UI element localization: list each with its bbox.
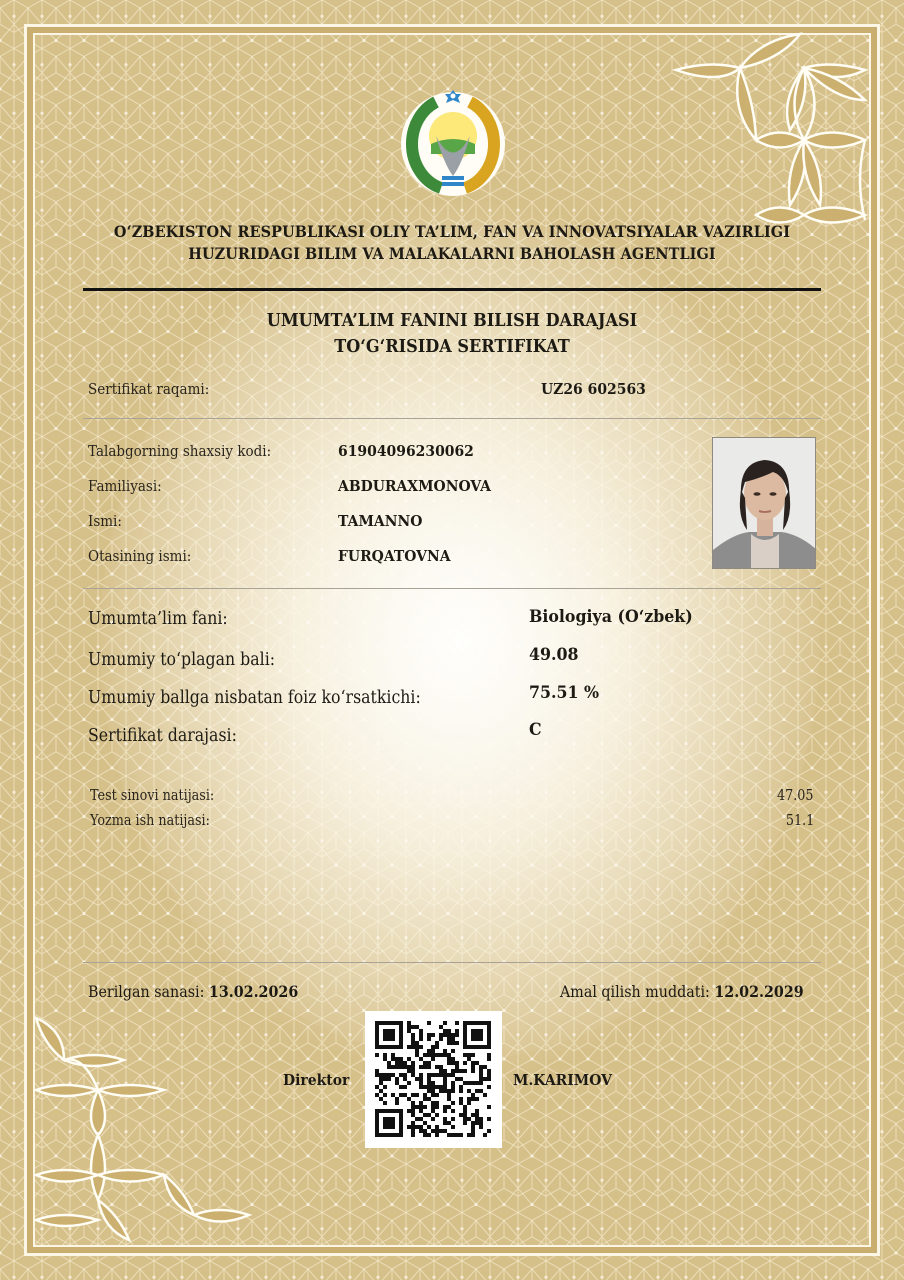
certificate-title-line-1: UMUMTA’LIM FANINI BILISH DARAJASI <box>266 311 638 331</box>
test-result-label: Test sinovi natijasi: <box>90 788 215 804</box>
org-line-2: HUZURIDAGI BILIM VA MALAKALARNI BAHOLASH AGENTLIGI <box>188 244 716 263</box>
test-result-value: 47.05 <box>777 788 814 804</box>
personal-code-value: 61904096230062 <box>338 442 474 460</box>
section-divider <box>83 588 821 589</box>
issued-date <box>88 982 298 1001</box>
corner-ornament-bottom-left <box>34 1010 254 1245</box>
first-name-label: Ismi: <box>88 512 122 530</box>
issued-date-value: 13.02.2026 <box>208 982 299 1001</box>
written-result-label: Yozma ish natijasi: <box>90 813 210 829</box>
qr-code[interactable] <box>365 1011 502 1148</box>
valid-until <box>560 982 804 1001</box>
patronymic-label: Otasining ismi: <box>88 547 192 565</box>
header-divider <box>83 288 821 291</box>
candidate-photo <box>712 437 816 569</box>
valid-until-label: Amal qilish muddati: <box>560 983 710 1001</box>
director-title: Direktor <box>283 1071 350 1089</box>
surname-value: ABDURAXMONOVA <box>338 477 491 495</box>
surname-label: Familiyasi: <box>88 477 162 495</box>
section-divider <box>83 418 821 419</box>
subject-label: Umumta’lim fani: <box>88 609 228 629</box>
written-result-value: 51.1 <box>785 813 814 829</box>
valid-until-value: 12.02.2029 <box>714 982 804 1001</box>
subject-value: Biologiya (O‘zbek) <box>529 607 693 627</box>
footer-divider <box>83 962 821 963</box>
certificate-number-value: UZ26 602563 <box>541 380 646 398</box>
qr-code-icon <box>365 1011 502 1148</box>
state-emblem-icon <box>396 84 510 198</box>
total-score-label: Umumiy to‘plagan bali: <box>88 650 276 670</box>
percentage-label: Umumiy ballga nisbatan foiz ko‘rsatkichi: <box>88 688 421 708</box>
certificate-title-line-2: TO‘G‘RISIDA SERTIFIKAT <box>334 337 570 357</box>
director-name: M.KARIMOV <box>513 1071 612 1089</box>
issued-date-label: Berilgan sanasi: <box>88 983 205 1001</box>
first-name-value: TAMANNO <box>338 512 423 530</box>
certificate-number-label: Sertifikat raqami: <box>88 380 210 398</box>
total-score-value: 49.08 <box>529 645 579 665</box>
personal-code-label: Talabgorning shaxsiy kodi: <box>88 442 272 460</box>
certificate-level-label: Sertifikat darajasi: <box>88 726 237 746</box>
percentage-value: 75.51 % <box>529 683 600 703</box>
certificate-level-value: C <box>529 720 542 740</box>
org-line-1: O‘ZBEKISTON RESPUBLIKASI OLIY TA’LIM, FAN VA INNOVATSIYALAR VAZIRLIGI <box>113 222 791 241</box>
patronymic-value: FURQATOVNA <box>338 547 451 565</box>
